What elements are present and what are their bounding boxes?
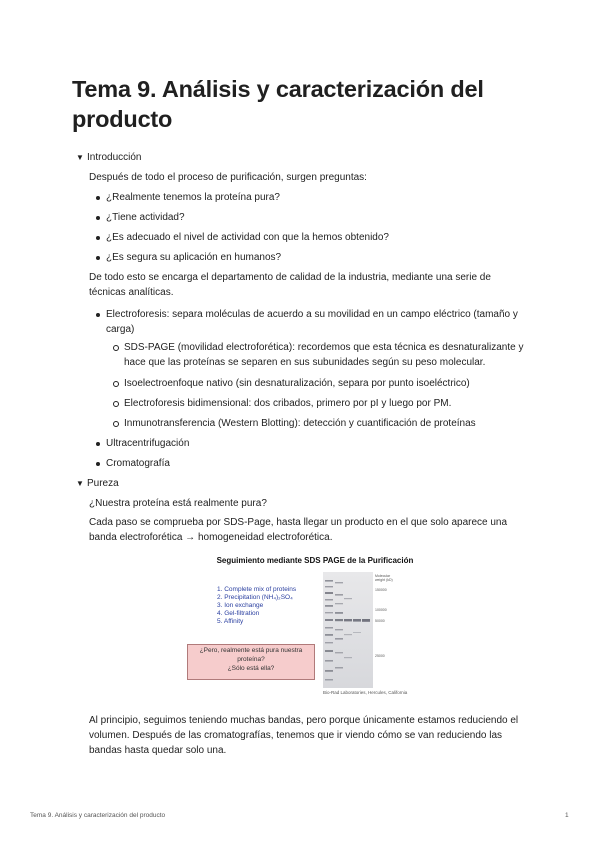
question-box-line: ¿Pero, realmente está pura nuestra proteína? [199,647,303,663]
sub-list-item: Isoelectroenfoque nativo (sin desnaturalización, separa por punto isoeléctrico) [124,376,532,391]
sub-list-item: Electroforesis bidimensional: dos cribados, primero por pI y luego por PM. [124,396,532,411]
gel-mw-label: 150000 [375,588,387,592]
step-item: 3. Ion exchange [217,602,264,609]
gel-axis-label: Molecular weight (kD) [375,574,393,582]
list-item: ¿Tiene actividad? [106,210,530,225]
gel-mw-label: 100000 [375,608,387,612]
gel-mw-label: 50000 [375,619,385,623]
purity-question: ¿Nuestra proteína está realmente pura? [89,498,267,509]
step-item: 2. Precipitation (NH₄)₂SO₄ [217,594,293,601]
list-item: ¿Realmente tenemos la proteína pura? [106,190,530,205]
sds-page-figure [185,548,445,700]
question-box-line: ¿Sólo está ella? [227,665,275,672]
list-item: Electroforesis: separa moléculas de acuerdo a su movilidad en un campo eléctrico (tamaño y carga) [106,307,534,337]
gel-image [323,572,373,688]
figure-title: Seguimiento mediante SDS PAGE de la Purificación [216,556,414,565]
toggle-label: Introducción [87,152,142,163]
list-item: Ultracentrifugación [106,436,530,451]
toggle-pureza[interactable] [76,477,119,491]
gel-caption: Bio-Rad Laboratories, Hercules, California [323,690,408,695]
gel-bands [323,572,373,688]
list-item: ¿Es segura su aplicación en humanos? [106,250,530,265]
toggle-triangle-icon[interactable]: ▼ [76,153,84,162]
page-title: Tema 9. Análisis y caracterización del producto [72,76,484,132]
quality-text: De todo esto se encarga el departamento de calidad de la industria, mediante una serie de técnicas analíticas. [89,272,491,298]
toggle-introduccion[interactable] [76,151,141,165]
toggle-label: Pureza [87,478,119,489]
sub-list-item: Inmunotransferencia (Western Blotting): detección y cuantificación de proteínas [124,416,532,431]
purity-conclusion: Al principio, seguimos teniendo muchas bandas, pero porque únicamente estamos reduciendo el volumen. Después de las cromatografías, tenemos que ir viendo cómo se van reduciendo las bandas hasta quedar solo una. [89,715,519,756]
step-item: 4. Gel-filtration [217,610,260,617]
sub-list-item: SDS-PAGE (movilidad electroforética): recordemos que esta técnica es desnaturalizante y hace que las proteínas se separen en sus subunidades según su peso molecular. [124,340,534,370]
list-item: ¿Es adecuado el nivel de actividad con que la hemos obtenido? [106,230,530,245]
list-item: Cromatografía [106,456,530,471]
step-item: 1. Complete mix of proteins [217,586,297,593]
page-number: 1 [565,812,569,819]
purity-text: Cada paso se comprueba por SDS-Page, hasta llegar un producto en el que solo aparece una banda electroforética → homogeneidad electroforética. [89,517,508,543]
toggle-triangle-icon[interactable]: ▼ [76,479,84,488]
intro-lead: Después de todo el proceso de purificación, surgen preguntas: [89,172,367,183]
purification-steps [217,586,296,626]
step-item: 5. Affinity [217,618,244,625]
gel-mw-label: 25000 [375,654,385,658]
question-box [187,644,315,680]
footer-title: Tema 9. Análisis y caracterización del producto [30,812,166,819]
